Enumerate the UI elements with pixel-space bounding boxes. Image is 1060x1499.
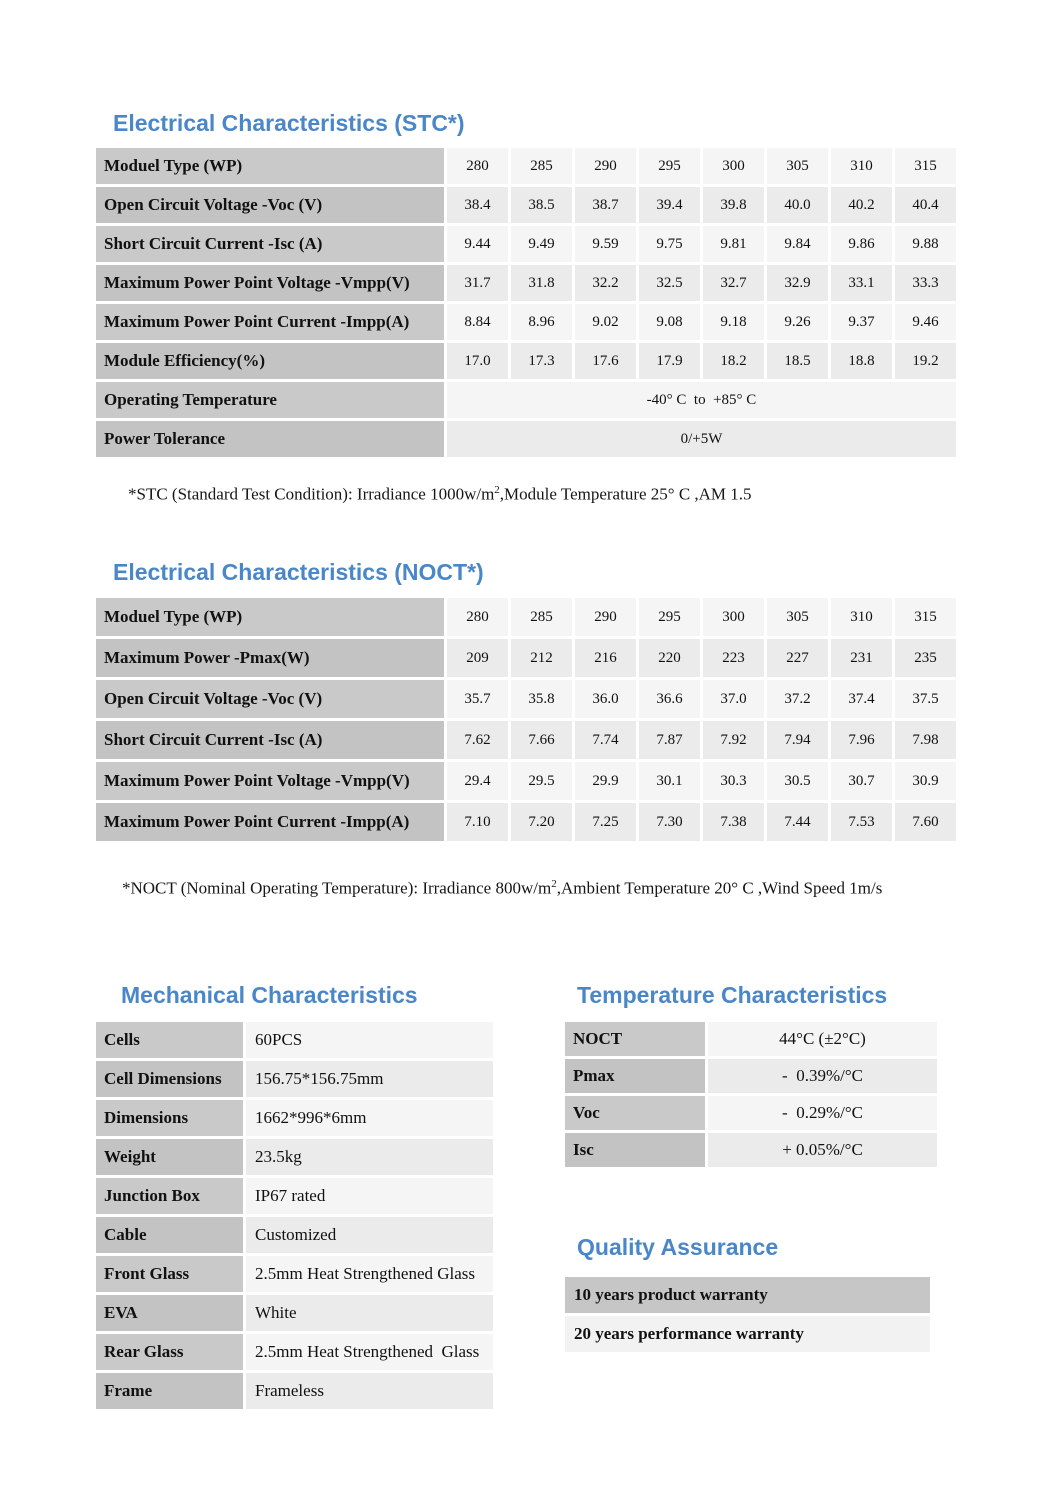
cell-value: 7.98 bbox=[895, 721, 956, 759]
cell-value: 7.94 bbox=[767, 721, 828, 759]
cell-value: 17.9 bbox=[639, 343, 700, 379]
row-label: Maximum Power Point Current -Impp(A) bbox=[96, 803, 444, 841]
row-label: Moduel Type (WP) bbox=[96, 598, 444, 636]
table-row bbox=[96, 1256, 493, 1292]
quality-section-title: Quality Assurance bbox=[577, 1234, 779, 1260]
cell-value: 227 bbox=[767, 639, 828, 677]
row-label: Cells bbox=[96, 1022, 243, 1058]
noct-table-body bbox=[96, 598, 956, 841]
row-label: Isc bbox=[565, 1133, 705, 1167]
temperature-section-title: Temperature Characteristics bbox=[577, 982, 888, 1008]
row-label: Short Circuit Current -Isc (A) bbox=[96, 226, 444, 262]
cell-value: 17.3 bbox=[511, 343, 572, 379]
table-row bbox=[565, 1022, 937, 1056]
cell-value: 35.8 bbox=[511, 680, 572, 718]
noct-section-title: Electrical Characteristics (NOCT*) bbox=[113, 559, 484, 585]
cell-value: 19.2 bbox=[895, 343, 956, 379]
cell-value: 231 bbox=[831, 639, 892, 677]
cell-value: 290 bbox=[575, 148, 636, 184]
row-label: Module Efficiency(%) bbox=[96, 343, 444, 379]
table-row bbox=[96, 265, 956, 301]
cell-value: 17.6 bbox=[575, 343, 636, 379]
cell-value: 7.53 bbox=[831, 803, 892, 841]
row-label: Maximum Power -Pmax(W) bbox=[96, 639, 444, 677]
table-row bbox=[96, 1295, 493, 1331]
temperature-table-body bbox=[565, 1022, 937, 1167]
cell-value: 235 bbox=[895, 639, 956, 677]
row-label: Cable bbox=[96, 1217, 243, 1253]
table-row bbox=[96, 762, 956, 800]
cell-value: 9.81 bbox=[703, 226, 764, 262]
table-row bbox=[96, 421, 956, 457]
cell-value: 9.08 bbox=[639, 304, 700, 340]
table-row bbox=[96, 1022, 493, 1058]
table-row bbox=[96, 226, 956, 262]
quality-table bbox=[562, 1274, 933, 1355]
cell-value: 209 bbox=[447, 639, 508, 677]
stc-footnote bbox=[128, 484, 752, 505]
cell-value: 32.7 bbox=[703, 265, 764, 301]
cell-value: 36.6 bbox=[639, 680, 700, 718]
cell-value: 39.4 bbox=[639, 187, 700, 223]
stc-footnote-superscript: 2 bbox=[494, 484, 500, 496]
cell-value: 305 bbox=[767, 148, 828, 184]
table-row bbox=[96, 343, 956, 379]
cell-value: 9.26 bbox=[767, 304, 828, 340]
cell-value: 44°C (±2°C) bbox=[708, 1022, 937, 1056]
cell-value: 18.5 bbox=[767, 343, 828, 379]
cell-value: 38.7 bbox=[575, 187, 636, 223]
cell-value: 60PCS bbox=[246, 1022, 493, 1058]
cell-value: 30.1 bbox=[639, 762, 700, 800]
cell-value: 37.0 bbox=[703, 680, 764, 718]
row-label: EVA bbox=[96, 1295, 243, 1331]
cell-value: 295 bbox=[639, 598, 700, 636]
row-label: Weight bbox=[96, 1139, 243, 1175]
cell-value: 315 bbox=[895, 598, 956, 636]
cell-value: 29.4 bbox=[447, 762, 508, 800]
table-row bbox=[96, 680, 956, 718]
row-label: Rear Glass bbox=[96, 1334, 243, 1370]
cell-value: 310 bbox=[831, 148, 892, 184]
table-row bbox=[96, 598, 956, 636]
table-row bbox=[565, 1096, 937, 1130]
cell-value: 212 bbox=[511, 639, 572, 677]
quality-row-text: 10 years product warranty bbox=[565, 1277, 930, 1313]
row-label: Operating Temperature bbox=[96, 382, 444, 418]
noct-footnote-superscript: 2 bbox=[551, 878, 557, 890]
cell-value: 8.84 bbox=[447, 304, 508, 340]
cell-value: 315 bbox=[895, 148, 956, 184]
cell-value: 7.60 bbox=[895, 803, 956, 841]
row-label: Dimensions bbox=[96, 1100, 243, 1136]
stc-table-body bbox=[96, 148, 956, 457]
cell-value: 17.0 bbox=[447, 343, 508, 379]
cell-value: 38.4 bbox=[447, 187, 508, 223]
cell-value: 7.20 bbox=[511, 803, 572, 841]
cell-value-span: -40° C to +85° C bbox=[447, 382, 956, 418]
table-row bbox=[96, 1061, 493, 1097]
cell-value: - 0.29%/°C bbox=[708, 1096, 937, 1130]
row-label: Open Circuit Voltage -Voc (V) bbox=[96, 187, 444, 223]
cell-value: 32.5 bbox=[639, 265, 700, 301]
cell-value: 9.75 bbox=[639, 226, 700, 262]
cell-value: 29.5 bbox=[511, 762, 572, 800]
cell-value: 7.44 bbox=[767, 803, 828, 841]
table-row bbox=[96, 1373, 493, 1409]
cell-value: 7.10 bbox=[447, 803, 508, 841]
cell-value: 156.75*156.75mm bbox=[246, 1061, 493, 1097]
cell-value: 280 bbox=[447, 598, 508, 636]
cell-value: 280 bbox=[447, 148, 508, 184]
cell-value: 23.5kg bbox=[246, 1139, 493, 1175]
cell-value: 7.25 bbox=[575, 803, 636, 841]
stc-footnote-text-cont: ,Module Temperature 25° C ,AM 1.5 bbox=[499, 484, 752, 504]
cell-value: 40.0 bbox=[767, 187, 828, 223]
quality-row-text: 20 years performance warranty bbox=[565, 1316, 930, 1352]
table-row bbox=[96, 1334, 493, 1370]
row-label: Power Tolerance bbox=[96, 421, 444, 457]
cell-value: 9.84 bbox=[767, 226, 828, 262]
table-row bbox=[96, 1178, 493, 1214]
cell-value: 7.38 bbox=[703, 803, 764, 841]
cell-value: 285 bbox=[511, 148, 572, 184]
table-row bbox=[96, 639, 956, 677]
cell-value: 32.2 bbox=[575, 265, 636, 301]
cell-value: 216 bbox=[575, 639, 636, 677]
table-row bbox=[565, 1059, 937, 1093]
cell-value-span: 0/+5W bbox=[447, 421, 956, 457]
cell-value: 310 bbox=[831, 598, 892, 636]
cell-value: 7.92 bbox=[703, 721, 764, 759]
row-label: Junction Box bbox=[96, 1178, 243, 1214]
row-label: Frame bbox=[96, 1373, 243, 1409]
cell-value: 9.59 bbox=[575, 226, 636, 262]
table-row bbox=[96, 148, 956, 184]
cell-value: 37.5 bbox=[895, 680, 956, 718]
cell-value: 37.2 bbox=[767, 680, 828, 718]
cell-value: 295 bbox=[639, 148, 700, 184]
cell-value: 40.4 bbox=[895, 187, 956, 223]
cell-value: + 0.05%/°C bbox=[708, 1133, 937, 1167]
cell-value: 31.7 bbox=[447, 265, 508, 301]
mechanical-table bbox=[93, 1019, 496, 1412]
cell-value: Customized bbox=[246, 1217, 493, 1253]
cell-value: 35.7 bbox=[447, 680, 508, 718]
cell-value: 8.96 bbox=[511, 304, 572, 340]
cell-value: 31.8 bbox=[511, 265, 572, 301]
cell-value: Frameless bbox=[246, 1373, 493, 1409]
cell-value: 30.9 bbox=[895, 762, 956, 800]
cell-value: 7.96 bbox=[831, 721, 892, 759]
table-row bbox=[96, 187, 956, 223]
stc-table bbox=[93, 145, 959, 460]
row-label: Pmax bbox=[565, 1059, 705, 1093]
cell-value: 7.74 bbox=[575, 721, 636, 759]
noct-footnote-text: *NOCT (Nominal Operating Temperature): Irradiance 800w/m bbox=[122, 878, 552, 898]
cell-value: 7.30 bbox=[639, 803, 700, 841]
cell-value: 33.3 bbox=[895, 265, 956, 301]
cell-value: 9.44 bbox=[447, 226, 508, 262]
cell-value: 223 bbox=[703, 639, 764, 677]
table-row bbox=[96, 382, 956, 418]
cell-value: 18.2 bbox=[703, 343, 764, 379]
cell-value: 9.88 bbox=[895, 226, 956, 262]
cell-value: 2.5mm Heat Strengthened Glass bbox=[246, 1334, 493, 1370]
table-row bbox=[96, 1139, 493, 1175]
cell-value: 37.4 bbox=[831, 680, 892, 718]
cell-value: 30.5 bbox=[767, 762, 828, 800]
cell-value: 9.46 bbox=[895, 304, 956, 340]
table-row bbox=[96, 304, 956, 340]
cell-value: 39.8 bbox=[703, 187, 764, 223]
row-label: Open Circuit Voltage -Voc (V) bbox=[96, 680, 444, 718]
cell-value: 7.62 bbox=[447, 721, 508, 759]
cell-value: 30.3 bbox=[703, 762, 764, 800]
cell-value: - 0.39%/°C bbox=[708, 1059, 937, 1093]
noct-table bbox=[93, 595, 959, 844]
noct-footnote-text-cont: ,Ambient Temperature 20° C ,Wind Speed 1m/s bbox=[556, 878, 883, 898]
quality-table-body bbox=[565, 1277, 930, 1352]
cell-value: 18.8 bbox=[831, 343, 892, 379]
table-row bbox=[96, 721, 956, 759]
table-row bbox=[96, 1217, 493, 1253]
cell-value: 9.49 bbox=[511, 226, 572, 262]
cell-value: 32.9 bbox=[767, 265, 828, 301]
row-label: Maximum Power Point Voltage -Vmpp(V) bbox=[96, 265, 444, 301]
noct-footnote bbox=[122, 878, 882, 899]
cell-value: 36.0 bbox=[575, 680, 636, 718]
stc-footnote-text: *STC (Standard Test Condition): Irradiance 1000w/m bbox=[128, 484, 495, 504]
row-label: Maximum Power Point Voltage -Vmpp(V) bbox=[96, 762, 444, 800]
row-label: Front Glass bbox=[96, 1256, 243, 1292]
mechanical-section-title: Mechanical Characteristics bbox=[121, 982, 418, 1008]
cell-value: 290 bbox=[575, 598, 636, 636]
cell-value: 7.87 bbox=[639, 721, 700, 759]
cell-value: 7.66 bbox=[511, 721, 572, 759]
table-row bbox=[565, 1133, 937, 1167]
stc-section-title: Electrical Characteristics (STC*) bbox=[113, 110, 465, 136]
row-label: NOCT bbox=[565, 1022, 705, 1056]
cell-value: 9.86 bbox=[831, 226, 892, 262]
mechanical-table-body bbox=[96, 1022, 493, 1409]
row-label: Cell Dimensions bbox=[96, 1061, 243, 1097]
cell-value: 9.37 bbox=[831, 304, 892, 340]
cell-value: 220 bbox=[639, 639, 700, 677]
row-label: Voc bbox=[565, 1096, 705, 1130]
cell-value: 300 bbox=[703, 148, 764, 184]
cell-value: IP67 rated bbox=[246, 1178, 493, 1214]
cell-value: 9.02 bbox=[575, 304, 636, 340]
cell-value: 38.5 bbox=[511, 187, 572, 223]
table-row bbox=[565, 1277, 930, 1313]
row-label: Maximum Power Point Current -Impp(A) bbox=[96, 304, 444, 340]
cell-value: 9.18 bbox=[703, 304, 764, 340]
cell-value: 2.5mm Heat Strengthened Glass bbox=[246, 1256, 493, 1292]
cell-value: 30.7 bbox=[831, 762, 892, 800]
cell-value: 33.1 bbox=[831, 265, 892, 301]
row-label: Moduel Type (WP) bbox=[96, 148, 444, 184]
cell-value: 300 bbox=[703, 598, 764, 636]
table-row bbox=[96, 1100, 493, 1136]
cell-value: 29.9 bbox=[575, 762, 636, 800]
table-row bbox=[96, 803, 956, 841]
cell-value: 1662*996*6mm bbox=[246, 1100, 493, 1136]
cell-value: 40.2 bbox=[831, 187, 892, 223]
cell-value: 305 bbox=[767, 598, 828, 636]
cell-value: White bbox=[246, 1295, 493, 1331]
cell-value: 285 bbox=[511, 598, 572, 636]
temperature-table bbox=[562, 1019, 940, 1170]
table-row bbox=[565, 1316, 930, 1352]
row-label: Short Circuit Current -Isc (A) bbox=[96, 721, 444, 759]
